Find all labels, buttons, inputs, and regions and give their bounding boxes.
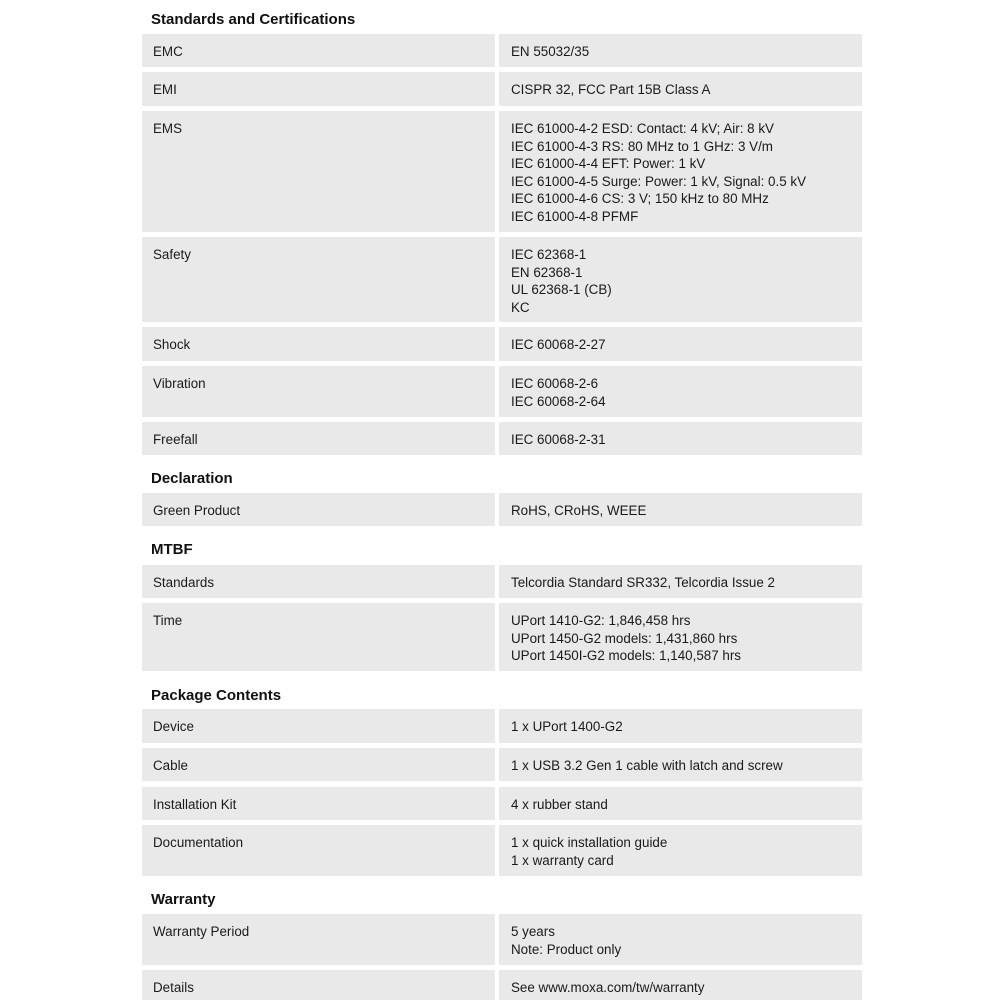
spec-value-line: IEC 60068-2-6	[511, 376, 599, 391]
spec-row-emi	[142, 72, 862, 106]
spec-value-line: IEC 61000-4-6 CS: 3 V; 150 kHz to 80 MHz	[511, 191, 769, 207]
spec-value-line: 1 x warranty card	[511, 852, 614, 868]
spec-value-line: See www.moxa.com/tw/warranty	[511, 980, 705, 995]
spec-value-line: EN 55032/35	[511, 44, 590, 59]
spec-label: Time	[142, 603, 495, 671]
spec-label: Vibration	[142, 366, 495, 417]
spec-value-line: KC	[511, 299, 530, 315]
spec-value-line: 1 x USB 3.2 Gen 1 cable with latch and screw	[511, 758, 783, 773]
spec-row-cable	[142, 748, 862, 781]
spec-value-line: IEC 61000-4-2 ESD: Contact: 4 kV; Air: 8 kV	[511, 121, 774, 136]
spec-value-line: IEC 60068-2-31	[511, 432, 606, 447]
spec-label: Freefall	[142, 422, 495, 455]
spec-value	[499, 748, 862, 781]
spec-value	[499, 327, 862, 361]
spec-value	[499, 970, 862, 1000]
spec-value	[499, 237, 862, 322]
spec-label: Green Product	[142, 493, 495, 526]
section-title: Package Contents	[151, 687, 282, 704]
spec-value-line: IEC 61000-4-5 Surge: Power: 1 kV, Signal: 0.5 kV	[511, 173, 807, 189]
spec-value	[499, 422, 862, 455]
spec-value	[499, 709, 862, 743]
spec-row-safety	[142, 237, 862, 322]
spec-value-line: IEC 61000-4-3 RS: 80 MHz to 1 GHz: 3 V/m	[511, 138, 773, 154]
spec-value	[499, 565, 862, 598]
spec-row-standards	[142, 565, 862, 598]
spec-label: Device	[142, 709, 495, 743]
spec-value-line: IEC 61000-4-8 PFMF	[511, 208, 639, 224]
spec-value-line: EN 62368-1	[511, 264, 583, 280]
spec-row-green-product	[142, 493, 862, 526]
spec-row-freefall	[142, 422, 862, 455]
spec-label: Documentation	[142, 825, 495, 876]
section-title: Declaration	[151, 470, 233, 487]
section-title: MTBF	[151, 541, 193, 558]
spec-value-line: UPort 1450-G2 models: 1,431,860 hrs	[511, 630, 738, 646]
spec-value-line: 4 x rubber stand	[511, 797, 608, 812]
spec-value-line: CISPR 32, FCC Part 15B Class A	[511, 82, 711, 97]
section-title: Warranty	[151, 891, 216, 908]
spec-value-line: IEC 62368-1	[511, 247, 587, 262]
spec-value-line: UPort 1450I-G2 models: 1,140,587 hrs	[511, 648, 742, 664]
spec-value-line: Telcordia Standard SR332, Telcordia Issue 2	[511, 575, 775, 590]
spec-row-installation-kit	[142, 787, 862, 820]
spec-value	[499, 914, 862, 965]
spec-row-ems	[142, 111, 862, 232]
spec-value	[499, 366, 862, 417]
spec-label: Cable	[142, 748, 495, 781]
spec-label: Details	[142, 970, 495, 1000]
spec-value-line: UPort 1410-G2: 1,846,458 hrs	[511, 613, 691, 628]
spec-value	[499, 825, 862, 876]
spec-value-line: RoHS, CRoHS, WEEE	[511, 503, 647, 518]
spec-row-vibration	[142, 366, 862, 417]
spec-value-line: Note: Product only	[511, 941, 622, 957]
spec-value	[499, 72, 862, 106]
spec-value-line: 1 x UPort 1400-G2	[511, 719, 623, 734]
spec-label: Installation Kit	[142, 787, 495, 820]
spec-value-line: 5 years	[511, 924, 555, 939]
spec-row-shock	[142, 327, 862, 361]
spec-label: Shock	[142, 327, 495, 361]
spec-value-line: 1 x quick installation guide	[511, 835, 668, 850]
spec-row-details	[142, 970, 862, 1000]
spec-value-line: UL 62368-1 (CB)	[511, 282, 612, 298]
spec-row-device	[142, 709, 862, 743]
spec-value	[499, 787, 862, 820]
spec-value-line: IEC 60068-2-27	[511, 337, 606, 352]
spec-value	[499, 493, 862, 526]
spec-label: EMI	[142, 72, 495, 106]
spec-value-line: IEC 61000-4-4 EFT: Power: 1 kV	[511, 156, 706, 172]
spec-label: Warranty Period	[142, 914, 495, 965]
spec-row-emc	[142, 34, 862, 67]
spec-label: EMC	[142, 34, 495, 67]
spec-row-documentation	[142, 825, 862, 876]
spec-row-warranty-period	[142, 914, 862, 965]
spec-label: Safety	[142, 237, 495, 322]
spec-value	[499, 603, 862, 671]
section-title: Standards and Certifications	[151, 11, 356, 28]
spec-label: EMS	[142, 111, 495, 232]
spec-value	[499, 111, 862, 232]
spec-value-line: IEC 60068-2-64	[511, 393, 606, 409]
spec-row-time	[142, 603, 862, 671]
spec-value	[499, 34, 862, 67]
spec-label: Standards	[142, 565, 495, 598]
